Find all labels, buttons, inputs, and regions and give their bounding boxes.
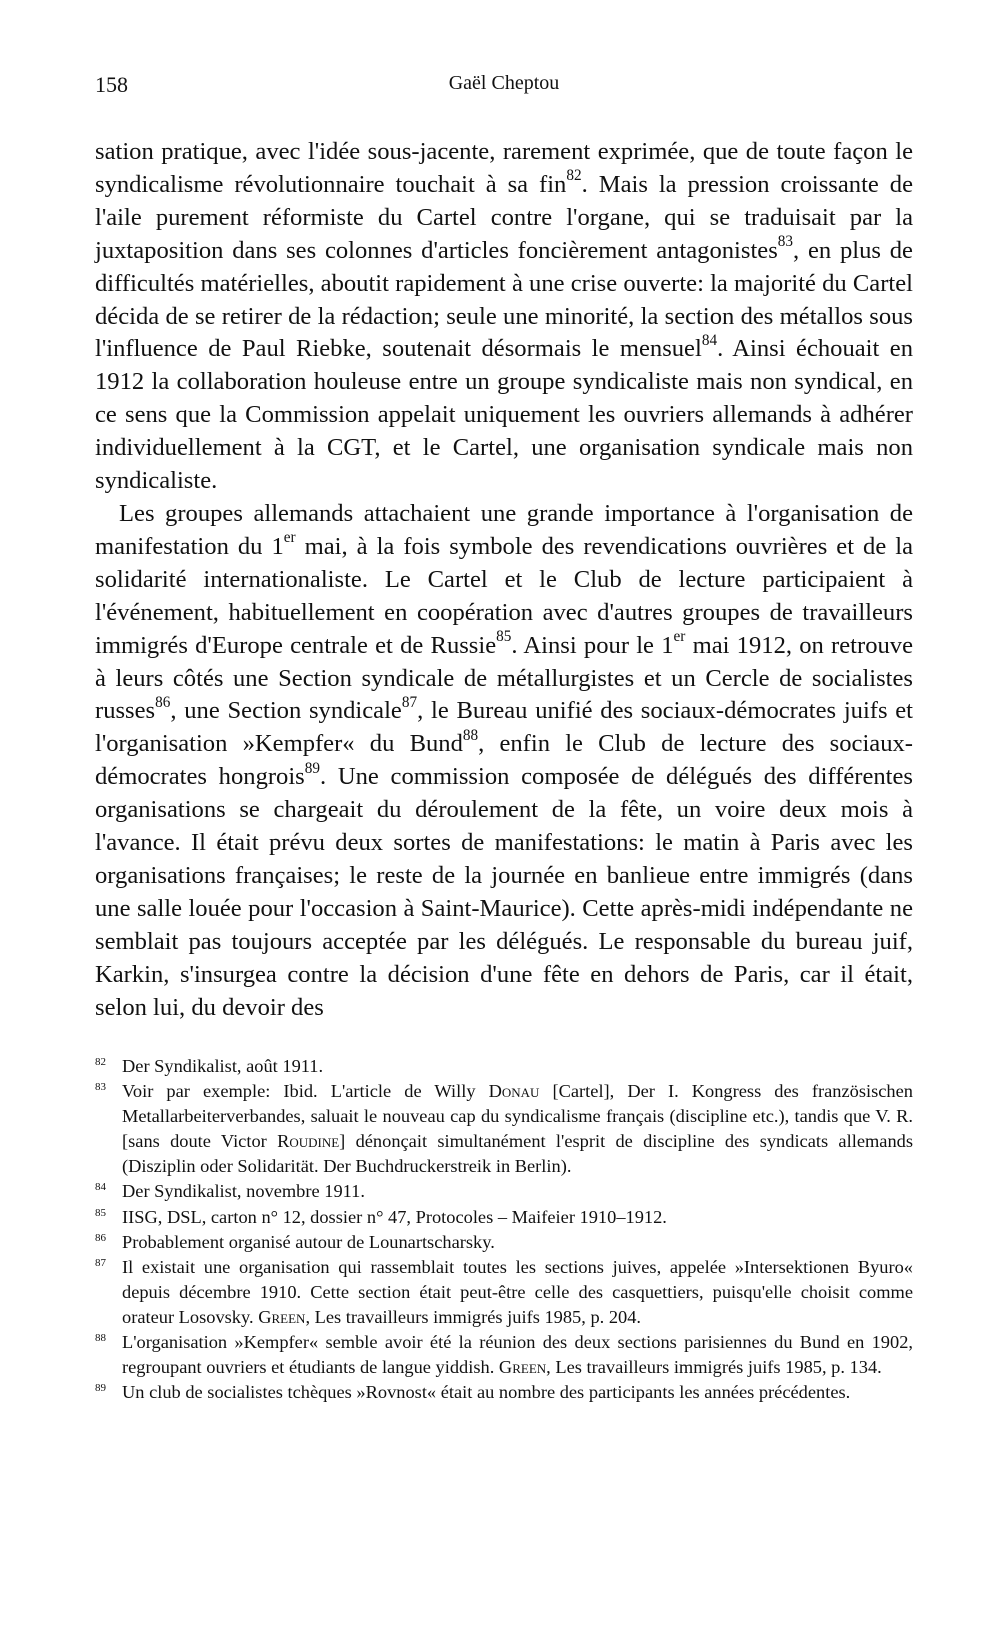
footnotes	[95, 1054, 913, 1405]
footnote-text: Il existait une organisation qui rassemblait toutes les sections juives, appelée »Intersektionen Byuro« depuis décembre 1910. Cette section était peut-être celle des casquettiers, puisqu'elle choisit comme orateur Losovsky.	[122, 1256, 913, 1327]
page-number: 158	[95, 72, 128, 97]
text-run: mai, à la fois symbole des revendications ouvrières et de la solidarité internationaliste. Le Cartel et le Club de lecture participaient à l'événement, habituellement en coopération avec d'autres groupes de travailleurs immigrés d'Europe centrale et de Russie	[95, 532, 913, 659]
text-run: , une Section syndicale	[170, 697, 402, 725]
footnote-text: Voir par exemple: Ibid. L'article de Willy	[122, 1081, 489, 1102]
text-run: Les groupes allemands attachaient une grande importance à l'organisation de manifestation du 1	[95, 499, 913, 560]
paragraph-1	[95, 136, 913, 498]
footnote-ref-85: 85	[496, 628, 512, 646]
footnote-ref-87: 87	[401, 693, 418, 711]
footnote-83	[95, 1079, 913, 1179]
footnote-number: 86	[95, 1231, 106, 1244]
footnote-84	[95, 1179, 913, 1204]
body-text	[95, 136, 913, 1024]
footnote-text: , Les travailleurs immigrés juifs 1985, p. 204.	[305, 1306, 642, 1327]
footnote-text: Der Syndikalist, août 1911.	[122, 1056, 324, 1076]
page-header	[95, 72, 913, 102]
text-run: , en plus de difficultés matérielles, aboutit rapidement à une crise ouverte: la majorité du Cartel décida de se retirer de la rédaction; seule une minorité, la section des métallos sous l'influence de Paul Riebke, soutenait désormais le mensuel	[95, 236, 913, 363]
footnote-text: Der Syndikalist, novembre 1911.	[122, 1181, 365, 1202]
text-run: sation pratique, avec l'idée sous-jacente, rarement exprimée, que de toute façon le syndicalisme révolutionnaire touchait à sa fin	[95, 138, 913, 198]
text-run: mai 1912, on retrouve à leurs côtés une Section syndicale de métallurgistes et un Cercle de socialistes russes	[95, 631, 913, 725]
footnote-85	[95, 1205, 913, 1230]
text-run: . Une commission composée de délégués des différentes organisations se chargeait du déroulement de la fête, un voire deux mois à l'avance. Il était prévu deux sortes de manifestations: le matin à Paris avec les organisations françaises; le reste de la journée en banlieue entre immigrés (dans une salle louée pour l'occasion à Saint-Maurice). Cette après-midi indépendante ne semblait pas toujours acceptée par les délégués. Le responsable du bureau juif, Karkin, s'insurgea contre la décision d'une fête en dehors de Paris, car il était, selon lui, du devoir des	[95, 763, 913, 1021]
footnote-ref-82: 82	[566, 167, 582, 185]
footnote-82	[95, 1054, 913, 1079]
footnote-ref-83: 83	[777, 233, 794, 251]
footnote-ref-84: 84	[701, 331, 718, 349]
footnote-ref-88: 88	[462, 726, 479, 744]
footnote-text: [Cartel], Der I. Kongress des französischen Metallarbeiterverbandes, saluait le nouveau cap du syndicalisme français (discipline etc.), tandis que V. R. [sans doute Victor	[122, 1081, 913, 1152]
text-run: . Ainsi échouait en 1912 la collaboration houleuse entre un groupe syndicaliste mais non syndical, en ce sens que la Commission appelait uniquement les ouvriers allemands à adhérer individuellement à la CGT, et le Cartel, une organisation syndicale mais non syndicaliste.	[95, 335, 913, 495]
footnote-86	[95, 1230, 913, 1255]
footnote-number: 87	[95, 1256, 106, 1269]
footnote-text: Probablement organisé autour de Lounartscharsky.	[122, 1231, 495, 1252]
footnote-number: 82	[95, 1056, 106, 1068]
paragraph-2	[95, 498, 913, 1025]
footnote-text: IISG, DSL, carton n° 12, dossier n° 47, Protocoles – Maifeier 1910–1912.	[122, 1206, 667, 1227]
text-run: . Ainsi pour le 1	[511, 631, 674, 659]
footnote-ref-86: 86	[155, 693, 171, 711]
running-head: Gaël Cheptou	[448, 72, 560, 94]
ordinal-suffix: er	[283, 529, 296, 547]
footnote-number: 84	[95, 1181, 106, 1194]
text-run: . Mais la pression croissante de l'aile purement réformiste du Cartel contre l'organe, qui se traduisait par la juxtaposition dans ses colonnes d'articles foncièrement antagonistes	[95, 170, 913, 264]
footnote-text: ] dénonçait simultanément l'esprit de discipline des syndicats allemands (Disziplin oder Solidarität. Der Buchdruckerstreik in Berlin).	[122, 1131, 913, 1177]
text-run: , le Bureau unifié des sociaux-démocrates juifs et l'organisation »Kempfer« du Bund	[95, 697, 914, 758]
footnote-88	[95, 1330, 913, 1380]
footnote-number: 85	[95, 1206, 106, 1219]
footnote-text: L'organisation »Kempfer« semble avoir été la réunion des deux sections parisiennes du Bund en 1902, regroupant ouvriers et étudiants de langue yiddish.	[122, 1332, 913, 1378]
author-name: Donau	[488, 1081, 540, 1102]
ordinal-suffix: er	[673, 628, 686, 646]
footnote-text: Un club de socialistes tchèques »Rovnost« était au nombre des participants les années précédentes.	[122, 1382, 851, 1403]
footnote-87	[95, 1255, 913, 1330]
author-name: Roudine	[277, 1131, 340, 1152]
footnote-number: 83	[95, 1081, 106, 1094]
author-name: Green	[498, 1357, 547, 1378]
text-run: , enfin le Club de lecture des sociaux-démocrates hongrois	[95, 730, 913, 791]
footnote-number: 89	[95, 1382, 106, 1395]
author-name: Green	[258, 1306, 306, 1327]
footnote-text: , Les travailleurs immigrés juifs 1985, p. 134.	[546, 1357, 882, 1378]
footnote-89	[95, 1380, 913, 1405]
footnote-ref-89: 89	[304, 759, 321, 777]
footnote-number: 88	[95, 1332, 106, 1345]
